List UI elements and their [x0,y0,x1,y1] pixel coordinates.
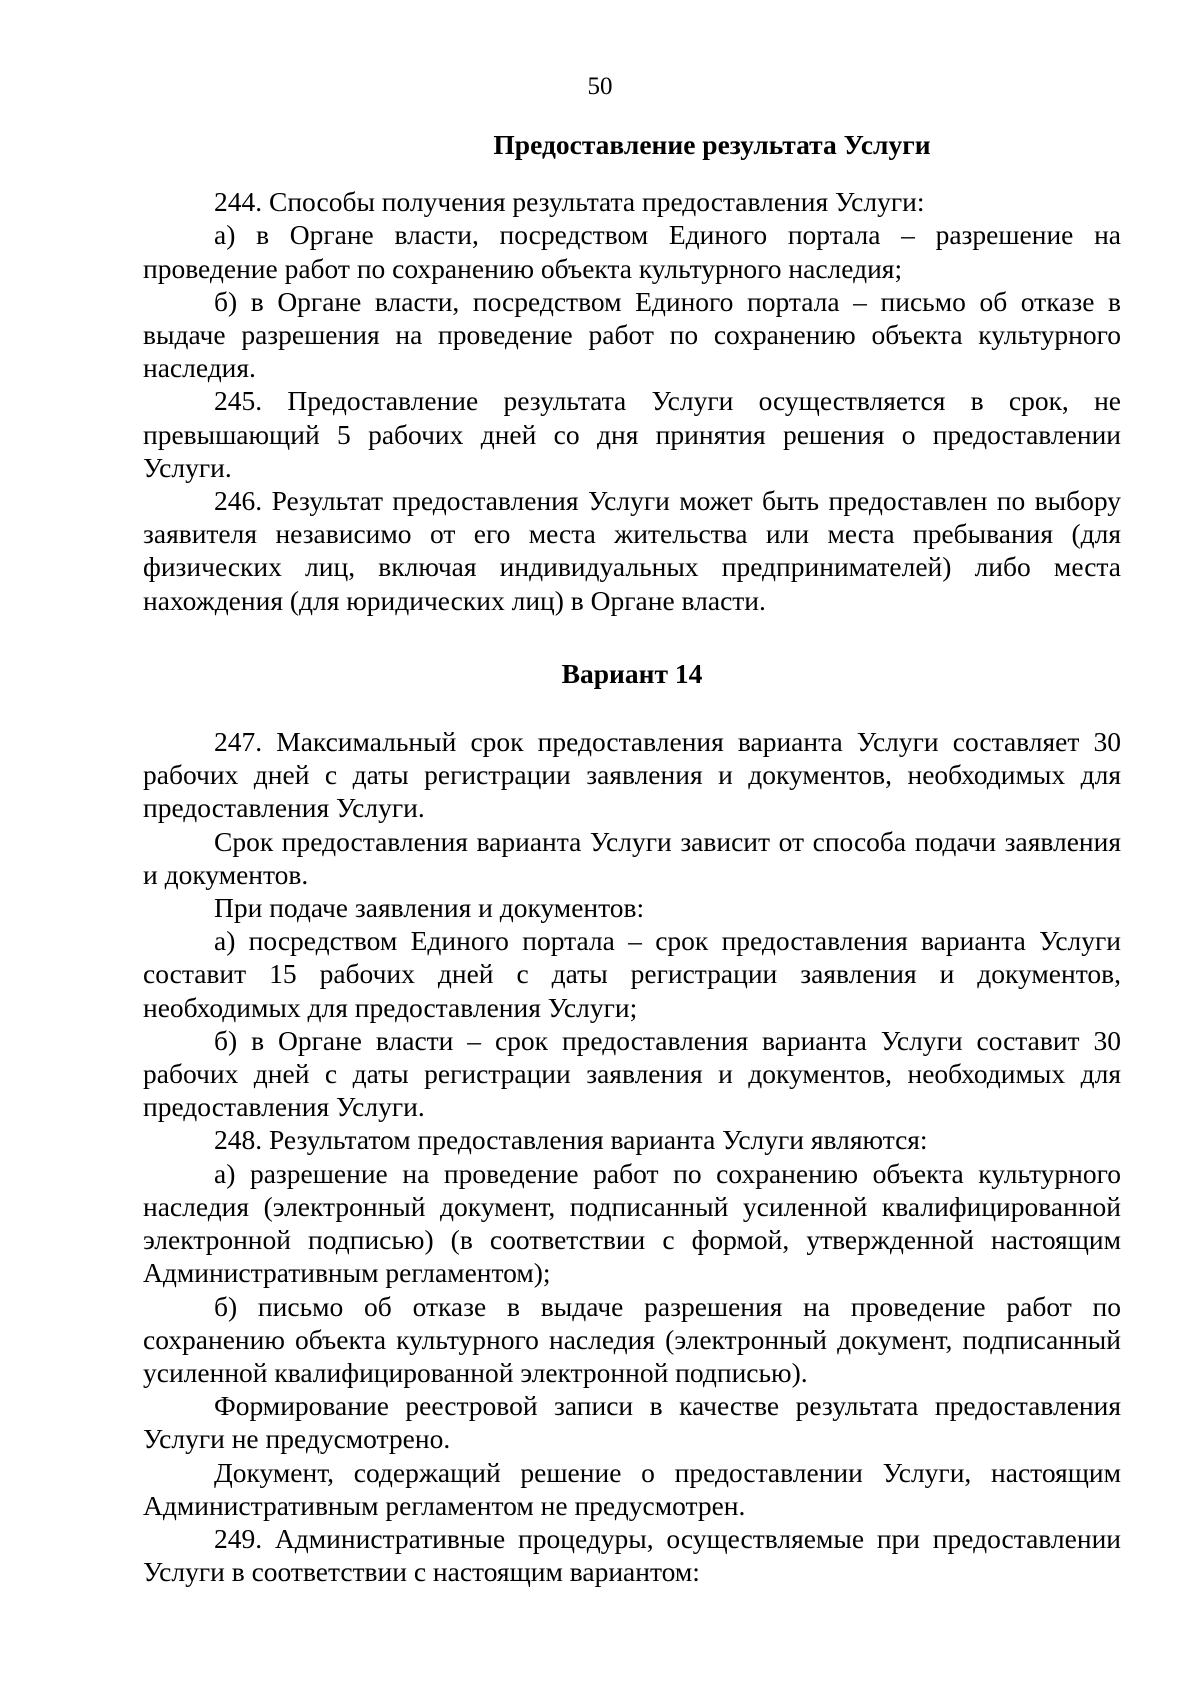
paragraph-247-a: а) посредством Единого портала – срок предоставления варианта Услуги составит 15 рабочих дней с даты регистрации заявления и документов, необходимых для предоставления Услуги; [143,925,1121,1023]
paragraph-249: 249. Административные процедуры, осуществляемые при предоставлении Услуги в соответствии с настоящим вариантом: [143,1522,1121,1588]
paragraph-247-term: Срок предоставления варианта Услуги зависит от способа подачи заявления и документов. [143,825,1121,890]
paragraph-248-b: б) письмо об отказе в выдаче разрешения на проведение работ по сохранению объекта культурного наследия (электронный документ, подписанный усиленной квалифицированной электронной подписью). [143,1290,1121,1388]
paragraph-244: 244. Способы получения результата предоставления Услуги: [214,186,925,218]
paragraph-247-b: б) в Органе власти – срок предоставления варианта Услуги составит 30 рабочих дней с даты регистрации заявления и документов, необходимых для предоставления Услуги. [143,1024,1121,1123]
paragraph-244-b: б) в Органе власти, посредством Единого портала – письмо об отказе в выдаче разрешения на проведение работ по сохранению объекта культурного наследия. [143,285,1121,384]
paragraph-247: 247. Максимальный срок предоставления варианта Услуги составляет 30 рабочих дней с даты регистрации заявления и документов, необходимых для предоставления Услуги. [143,726,1121,824]
section-title-variant-14: Вариант 14 [561,657,703,689]
paragraph-245: 245. Предоставление результата Услуги осуществляется в срок, не превышающий 5 рабочих дней со дня принятия решения о предоставлении Услуги. [143,385,1121,483]
page-number: 50 [587,73,613,100]
document-body [143,128,1121,1588]
paragraph-248-a: а) разрешение на проведение работ по сохранению объекта культурного наследия (электронный документ, подписанный усиленной квалифицированной электронной подписью) (в соответствии с формой, утвержденной настоящим Административным регламентом); [143,1157,1121,1289]
paragraph-248-registry: Формирование реестровой записи в качестве результата предоставления Услуги не предусмотрено. [143,1390,1121,1455]
paragraph-248: 248. Результатом предоставления варианта Услуги являются: [214,1124,928,1156]
paragraph-247-submission: При подаче заявления и документов: [214,892,645,924]
section-title-result: Предоставление результата Услуги [493,129,931,160]
paragraph-248-document: Документ, содержащий решение о предоставлении Услуги, настоящим Административным регламентом не предусмотрен. [143,1456,1121,1521]
paragraph-246: 246. Результат предоставления Услуги может быть предоставлен по выбору заявителя независимо от его места жительства или места пребывания (для физических лиц, включая индивидуальных предпринимателей) либо места нахождения (для юридических лиц) в Органе власти. [143,485,1121,616]
paragraph-244-a: а) в Органе власти, посредством Единого портала – разрешение на проведение работ по сохранению объекта культурного наследия; [143,219,1121,284]
